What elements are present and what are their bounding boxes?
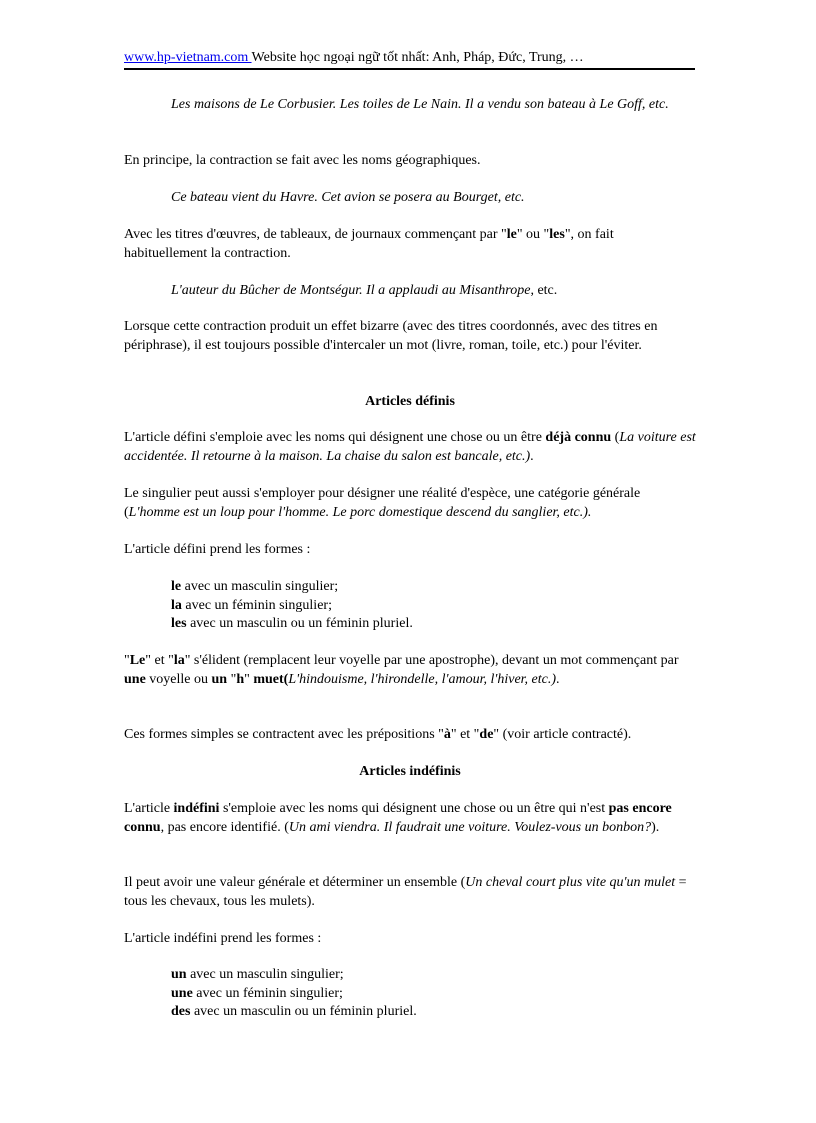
- paragraph-indefini-formes: [124, 930, 696, 949]
- paragraph-singulier: Le singulier peut aussi s'employer pour désigner une réalité d'espèce, une catégorie générale (L'homme est un loup pour l'homme. Le porc domestique descend du sanglier, etc.).: [124, 486, 641, 520]
- paragraph-text: L'article défini prend les formes :: [124, 542, 311, 557]
- word-le: le: [506, 227, 517, 242]
- paragraph-elision: "Le" et "la" s'élident (remplacent leur voyelle par une apostrophe), devant un mot commençant par une voyelle ou un "h" muet(L'hindouisme, l'hirondelle, l'amour, l'hiver, etc.).: [124, 653, 679, 687]
- paragraph-defini-formes: [124, 541, 696, 560]
- site-link[interactable]: www.hp-vietnam.com: [124, 50, 252, 65]
- header-tagline: Website học ngoại ngữ tốt nhất: Anh, Pháp, Đức, Trung, …: [251, 50, 584, 65]
- paragraph-text: Lorsque cette contraction produit un effet bizarre (avec des titres coordonnés, avec des titres en périphrase), il est toujours possible d'intercaler un mot (livre, roman, toile, etc.) pour l'éviter.: [124, 319, 658, 353]
- heading-articles-definis: Articles définis: [365, 394, 455, 409]
- list-item: un avec un masculin singulier;: [171, 967, 344, 982]
- example-text: Les maisons de Le Corbusier. Les toiles de Le Nain. Il a vendu son bateau à Le Goff, etc.: [171, 97, 669, 112]
- paragraph-bizarre: [124, 318, 696, 355]
- example-text: L'auteur du Bûcher de Montségur. Il a applaudi au Misanthrope: [171, 283, 531, 298]
- paragraph-text: L'article indéfini prend les formes :: [124, 931, 322, 946]
- example-corbusier: [171, 96, 696, 115]
- example-montsegur: L'auteur du Bûcher de Montségur. Il a applaudi au Misanthrope, etc.: [171, 283, 558, 298]
- list-item: une avec un féminin singulier;: [171, 985, 343, 1001]
- list-forms-definis: [171, 578, 696, 634]
- list-item: le avec un masculin singulier;: [171, 579, 339, 594]
- list-item: des avec un masculin ou un féminin pluriel.: [171, 1004, 417, 1019]
- word-les: les: [549, 227, 565, 242]
- example-text: Ce bateau vient du Havre. Cet avion se posera au Bourget, etc.: [171, 190, 525, 205]
- paragraph-titles: Avec les titres d'œuvres, de tableaux, de journaux commençant par "le" ou "les", on fait habituellement la contraction.: [124, 227, 614, 261]
- example-havre: [171, 189, 696, 208]
- bold-deja-connu: déjà connu: [545, 430, 612, 445]
- paragraph-text: En principe, la contraction se fait avec les noms géographiques.: [124, 153, 481, 168]
- heading-articles-indefinis: Articles indéfinis: [359, 764, 461, 779]
- paragraph-indefini-usage: L'article indéfini s'emploie avec les noms qui désignent une chose ou un être qui n'est pas encore connu, pas encore identifié. (Un ami viendra. Il faudrait une voiture. Voulez-vous un bonbon?).: [124, 801, 672, 835]
- list-item: les avec un masculin ou un féminin pluriel.: [171, 616, 413, 631]
- paragraph-valeur-generale: Il peut avoir une valeur générale et déterminer un ensemble (Un cheval court plus vite qu'un mulet = tous les chevaux, tous les mulets).: [124, 875, 687, 909]
- paragraph-defini-usage: L'article défini s'emploie avec les noms qui désignent une chose ou un être déjà connu (La voiture est accidentée. Il retourne à la maison. La chaise du salon est bancale, etc.).: [124, 430, 696, 464]
- paragraph-geographic: [124, 152, 696, 171]
- page-header: [124, 48, 695, 70]
- list-item: la avec un féminin singulier;: [171, 597, 332, 613]
- list-forms-indefinis: [171, 966, 696, 1022]
- paragraph-contraction: Ces formes simples se contractent avec les prépositions "à" et "de" (voir article contracté).: [124, 727, 632, 742]
